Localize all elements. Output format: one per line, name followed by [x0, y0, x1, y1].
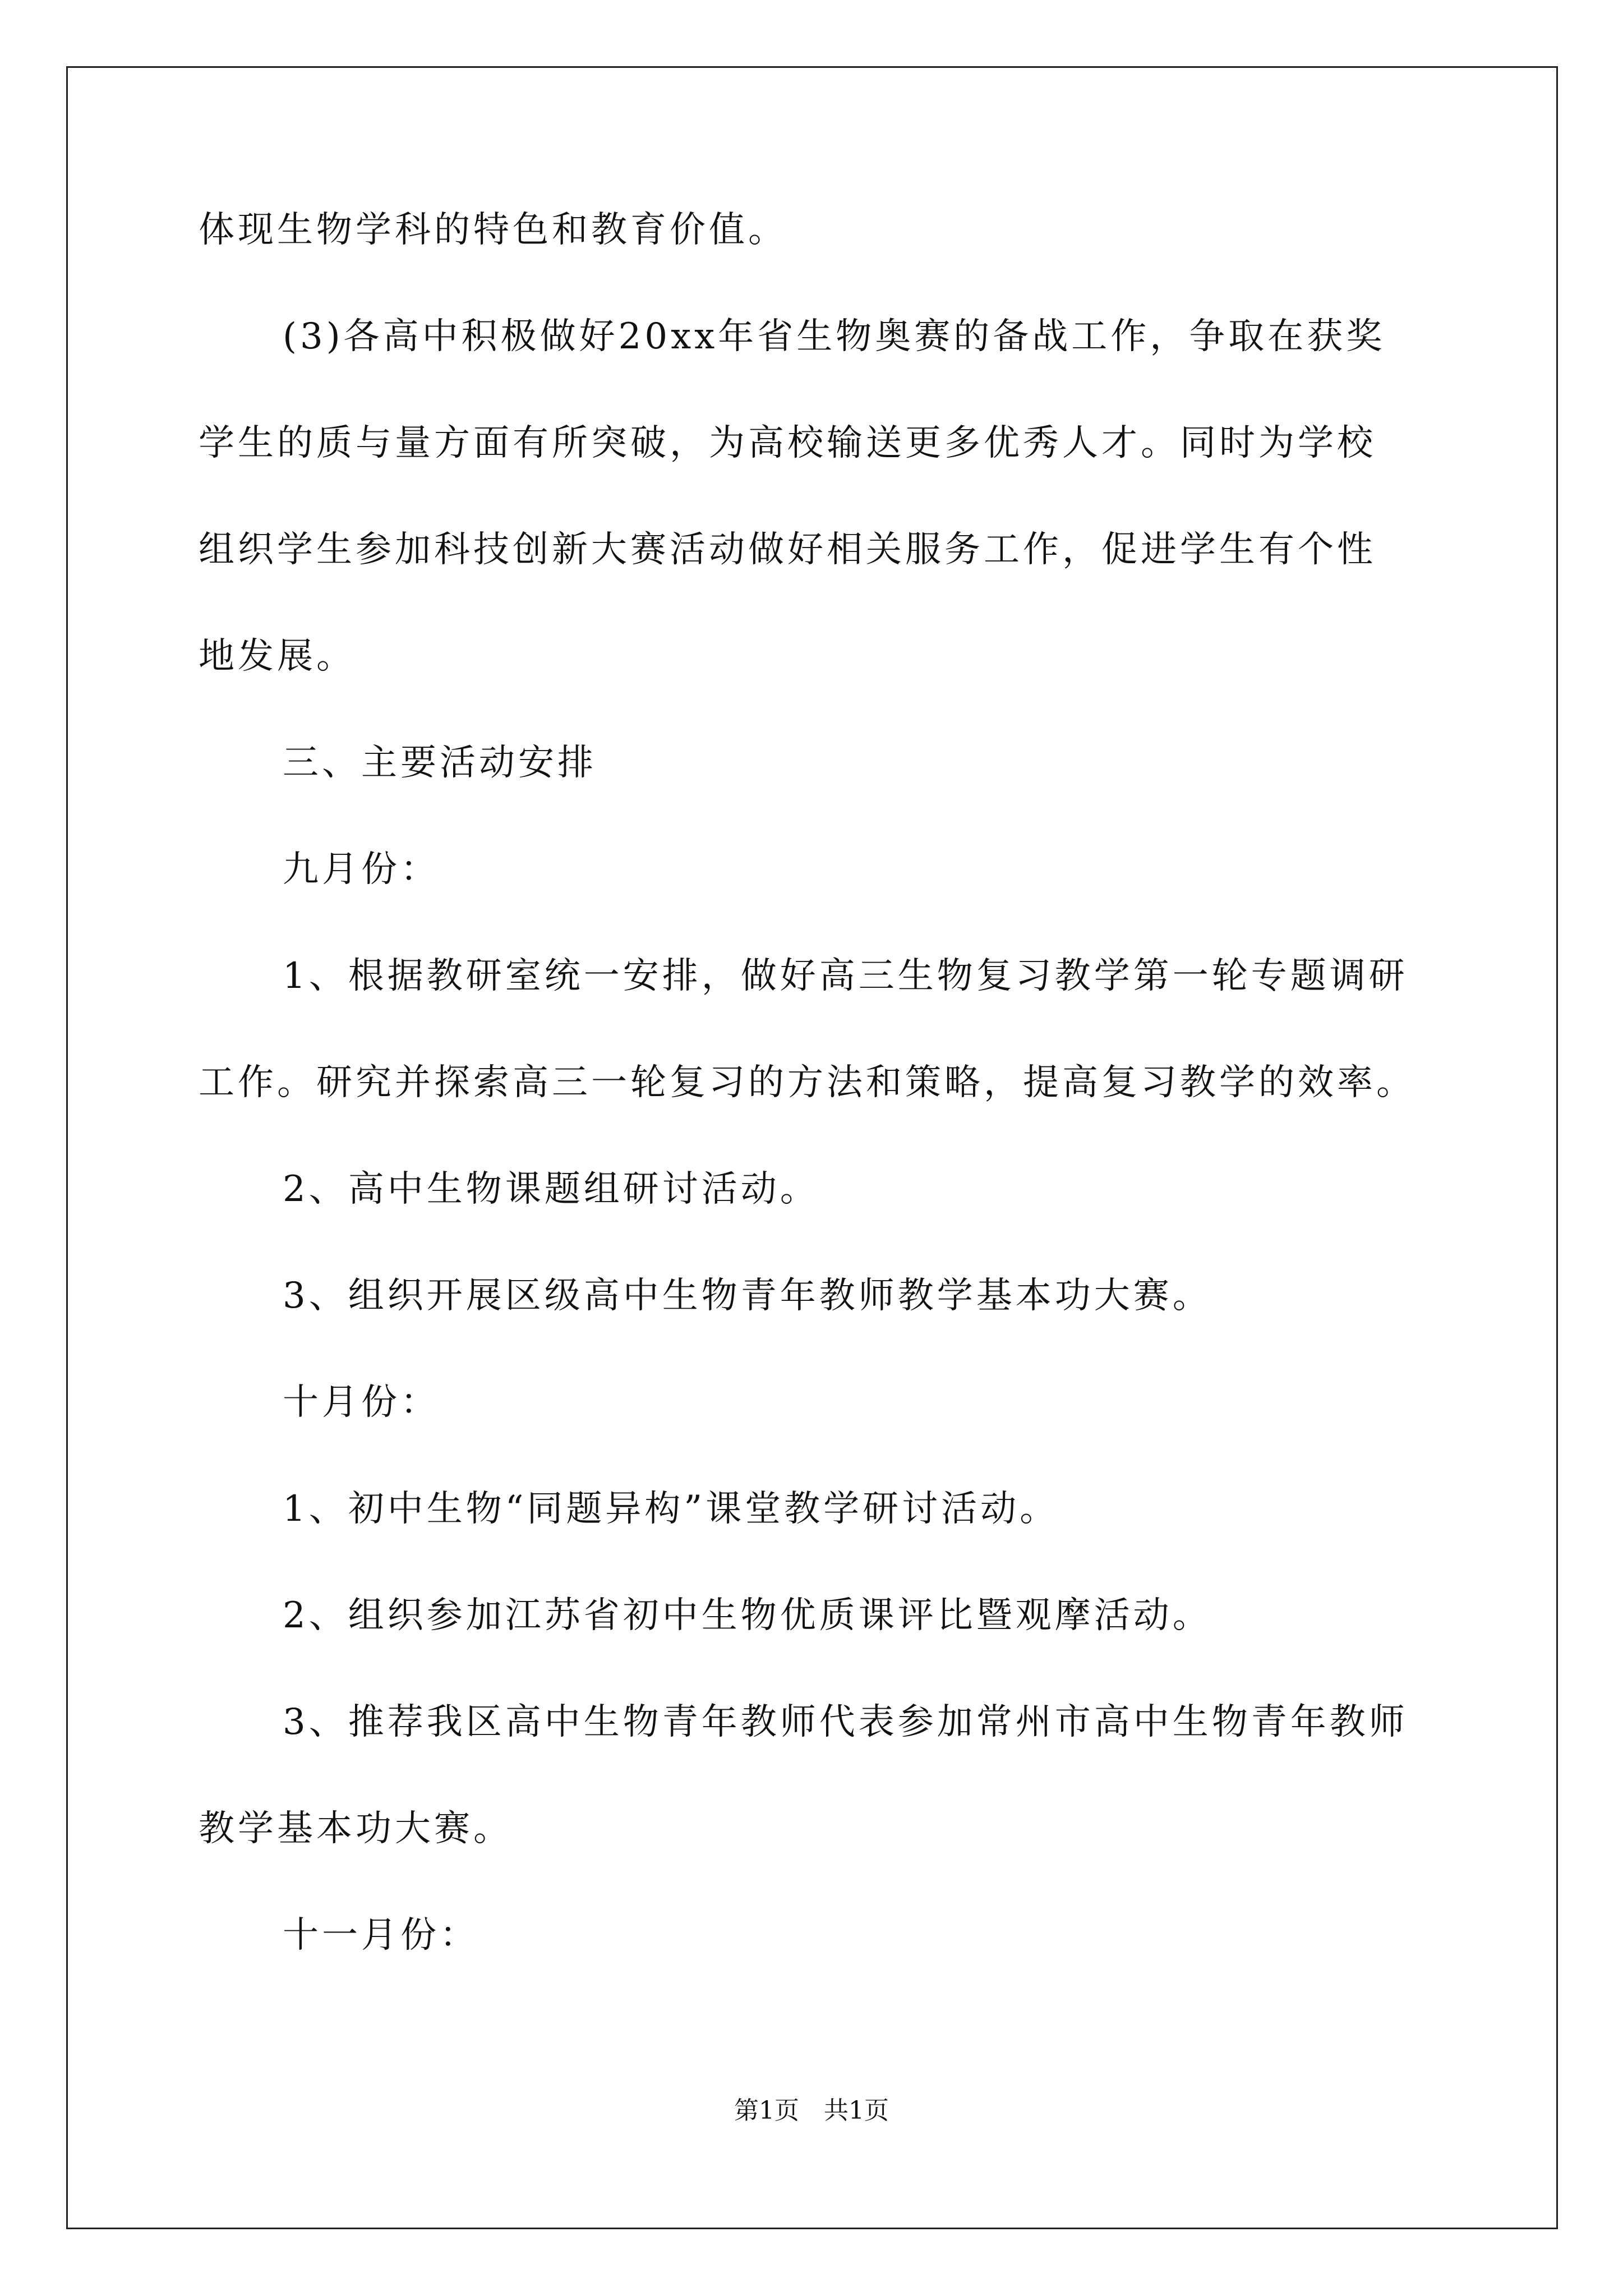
paragraph-line: 3、推荐我区高中生物青年教师代表参加常州市高中生物青年教师: [283, 1701, 1408, 1743]
page-frame: [66, 66, 1558, 2229]
section-heading: 三、主要活动安排: [283, 742, 597, 784]
paragraph-line: 体现生物学科的特色和教育价值。: [199, 209, 787, 251]
paragraph-line: 3、组织开展区级高中生物青年教师教学基本功大赛。: [283, 1275, 1212, 1317]
month-heading: 十一月份：: [283, 1915, 479, 1956]
paragraph-line: 学生的质与量方面有所突破，为高校输送更多优秀人才。同时为学校: [199, 422, 1376, 464]
page-footer: 第1页 共1页: [734, 2096, 889, 2125]
month-heading: 九月份：: [283, 849, 440, 890]
paragraph-line: 工作。研究并探索高三一轮复习的方法和策略，提高复习教学的效率。: [199, 1062, 1415, 1103]
paragraph-line: 2、组织参加江苏省初中生物优质课评比暨观摩活动。: [283, 1595, 1212, 1636]
paragraph-line: 地发展。: [199, 636, 356, 677]
paragraph-line: (3)各高中积极做好20xx年省生物奥赛的备战工作，争取在获奖: [283, 316, 1386, 357]
paragraph-line: 1、根据教研室统一安排，做好高三生物复习教学第一轮专题调研: [283, 955, 1408, 997]
paragraph-line: 2、高中生物课题组研讨活动。: [283, 1168, 819, 1210]
month-heading: 十月份：: [283, 1382, 440, 1423]
paragraph-line: 组织学生参加科技创新大赛活动做好相关服务工作，促进学生有个性: [199, 529, 1376, 570]
paragraph-line: 教学基本功大赛。: [199, 1808, 513, 1849]
paragraph-line: 1、初中生物“同题异构”课堂教学研讨活动。: [283, 1488, 1059, 1530]
